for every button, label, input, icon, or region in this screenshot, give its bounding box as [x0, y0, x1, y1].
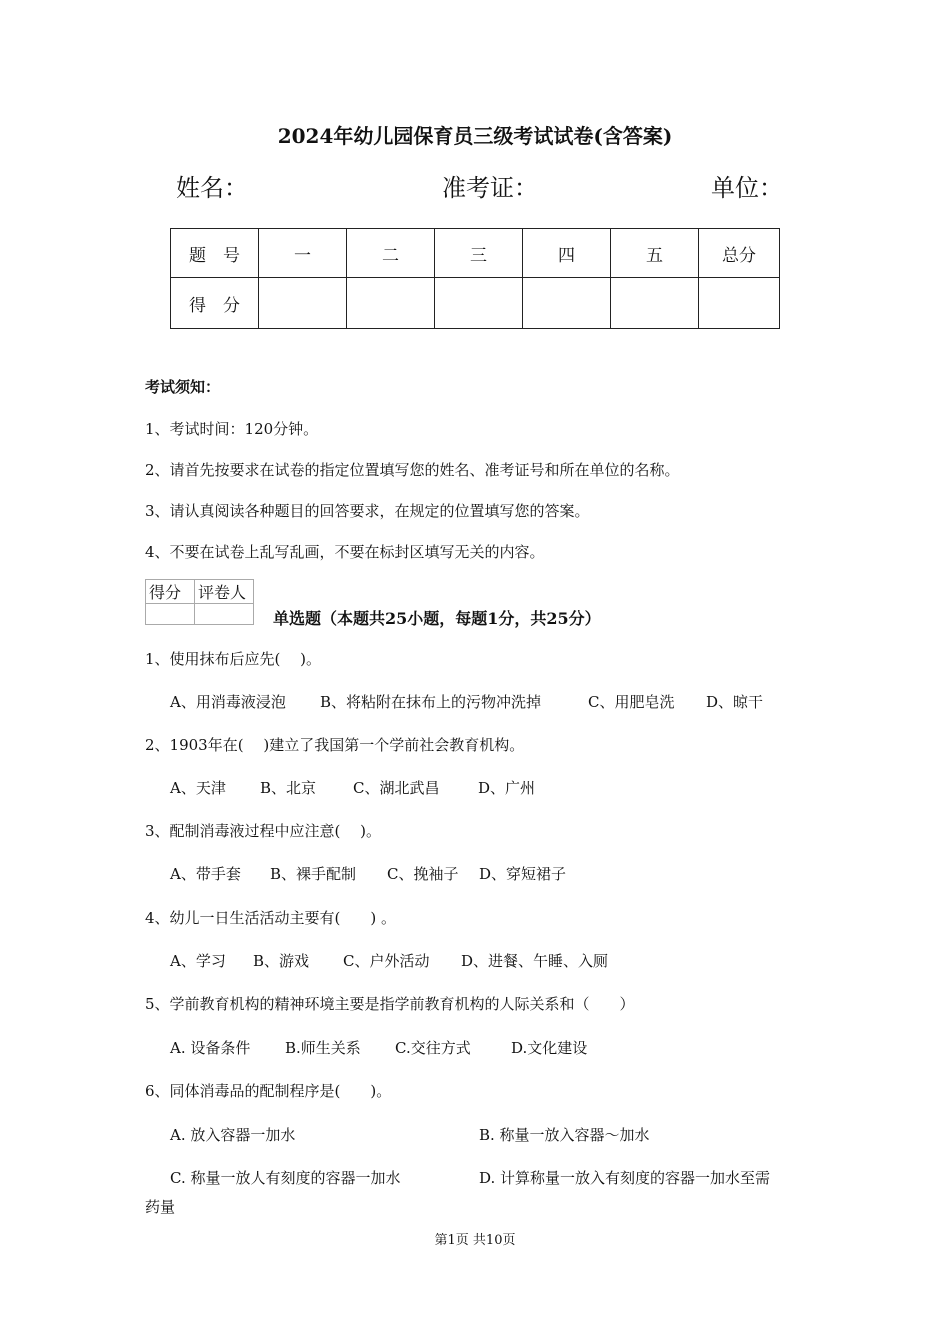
score-entry-cell[interactable] — [347, 278, 435, 329]
question-text: 5、学前教育机构的精神环境主要是指学前教育机构的人际关系和（ ） — [145, 995, 635, 1013]
option-c[interactable]: C. 称量一放人有刻度的容器一加水 — [170, 1169, 401, 1187]
question-options — [170, 1037, 587, 1058]
option-c[interactable]: C、户外活动 — [343, 952, 430, 970]
score-table-cell: 总分 — [699, 229, 780, 278]
score-table-cell: 三 — [435, 229, 523, 278]
option-a[interactable]: A、天津 — [170, 779, 226, 797]
score-table-score-row — [171, 278, 780, 329]
option-a[interactable]: A、学习 — [170, 952, 226, 970]
section-title: 单选题（本题共25小题，每题1分，共25分） — [273, 609, 601, 628]
grader-name-cell[interactable] — [195, 604, 254, 625]
score-table-cell: 题 号 — [171, 229, 259, 278]
score-entry-cell[interactable] — [611, 278, 699, 329]
score-table-header-row — [171, 229, 780, 278]
score-table-cell: 四 — [523, 229, 611, 278]
grader-score-cell[interactable] — [146, 604, 195, 625]
question-text: 6、同体消毒品的配制程序是( )。 — [145, 1082, 392, 1100]
option-d-continuation: 药量 — [145, 1198, 176, 1216]
notice-item: 4、不要在试卷上乱写乱画，不要在标封区填写无关的内容。 — [145, 543, 545, 561]
question-options — [170, 950, 608, 971]
question-text: 4、幼儿一日生活活动主要有( ) 。 — [145, 909, 397, 927]
option-c[interactable]: C.交往方式 — [395, 1039, 471, 1057]
option-b[interactable]: B.师生关系 — [285, 1039, 361, 1057]
unit-field-label: 单位： — [711, 174, 783, 202]
score-entry-cell[interactable] — [435, 278, 523, 329]
option-a[interactable]: A. 放入容器一加水 — [170, 1126, 296, 1144]
option-b[interactable]: B、北京 — [260, 779, 317, 797]
option-b[interactable]: B、将粘附在抹布上的污物冲洗掉 — [320, 693, 542, 711]
option-d[interactable]: D、进餐、午睡、入厕 — [461, 952, 609, 970]
option-d[interactable]: D. 计算称量一放入有刻度的容器一加水至需 — [479, 1169, 771, 1187]
question-options — [170, 691, 763, 712]
option-d[interactable]: D、广州 — [478, 779, 536, 797]
grader-name-label: 评卷人 — [195, 580, 254, 604]
grader-box — [145, 579, 254, 625]
option-b[interactable]: B、游戏 — [253, 952, 310, 970]
notice-title: 考试须知： — [145, 378, 221, 396]
score-entry-cell[interactable] — [523, 278, 611, 329]
option-a[interactable]: A、用消毒液浸泡 — [170, 693, 286, 711]
question-text: 1、使用抹布后应先( )。 — [145, 650, 322, 668]
notice-item: 2、请首先按要求在试卷的指定位置填写您的姓名、准考证号和所在单位的名称。 — [145, 461, 680, 479]
score-entry-cell[interactable] — [699, 278, 780, 329]
option-b[interactable]: B、裸手配制 — [270, 865, 357, 883]
option-a[interactable]: A. 设备条件 — [170, 1039, 251, 1057]
option-c[interactable]: C、用肥皂洗 — [588, 693, 675, 711]
page-footer: 第1页 共10页 — [434, 1233, 516, 1248]
exam-number-field-label: 准考证： — [442, 174, 538, 202]
option-c[interactable]: C、挽袖子 — [387, 865, 459, 883]
notice-item: 1、考试时间：120分钟。 — [145, 420, 319, 438]
option-a[interactable]: A、带手套 — [170, 865, 241, 883]
option-b[interactable]: B. 称量一放入容器～加水 — [479, 1126, 650, 1144]
score-table-cell: 二 — [347, 229, 435, 278]
notice-item: 3、请认真阅读各种题目的回答要求，在规定的位置填写您的答案。 — [145, 502, 590, 520]
question-text: 2、1903年在( )建立了我国第一个学前社会教育机构。 — [145, 736, 525, 754]
option-d[interactable]: D、晾干 — [706, 693, 764, 711]
question-text: 3、配制消毒液过程中应注意( )。 — [145, 822, 382, 840]
score-entry-cell[interactable] — [259, 278, 347, 329]
option-c[interactable]: C、湖北武昌 — [353, 779, 440, 797]
score-table-cell: 五 — [611, 229, 699, 278]
page-title: 2024年幼儿园保育员三级考试试卷(含答案) — [277, 124, 673, 148]
score-table — [170, 228, 780, 329]
option-d[interactable]: D.文化建设 — [511, 1039, 588, 1057]
question-options — [170, 777, 535, 798]
question-options — [170, 863, 566, 884]
option-d[interactable]: D、穿短裙子 — [479, 865, 567, 883]
score-table-cell: 得 分 — [171, 278, 259, 329]
score-table-cell: 一 — [259, 229, 347, 278]
name-field-label: 姓名： — [176, 174, 248, 202]
grader-score-label: 得分 — [146, 580, 195, 604]
